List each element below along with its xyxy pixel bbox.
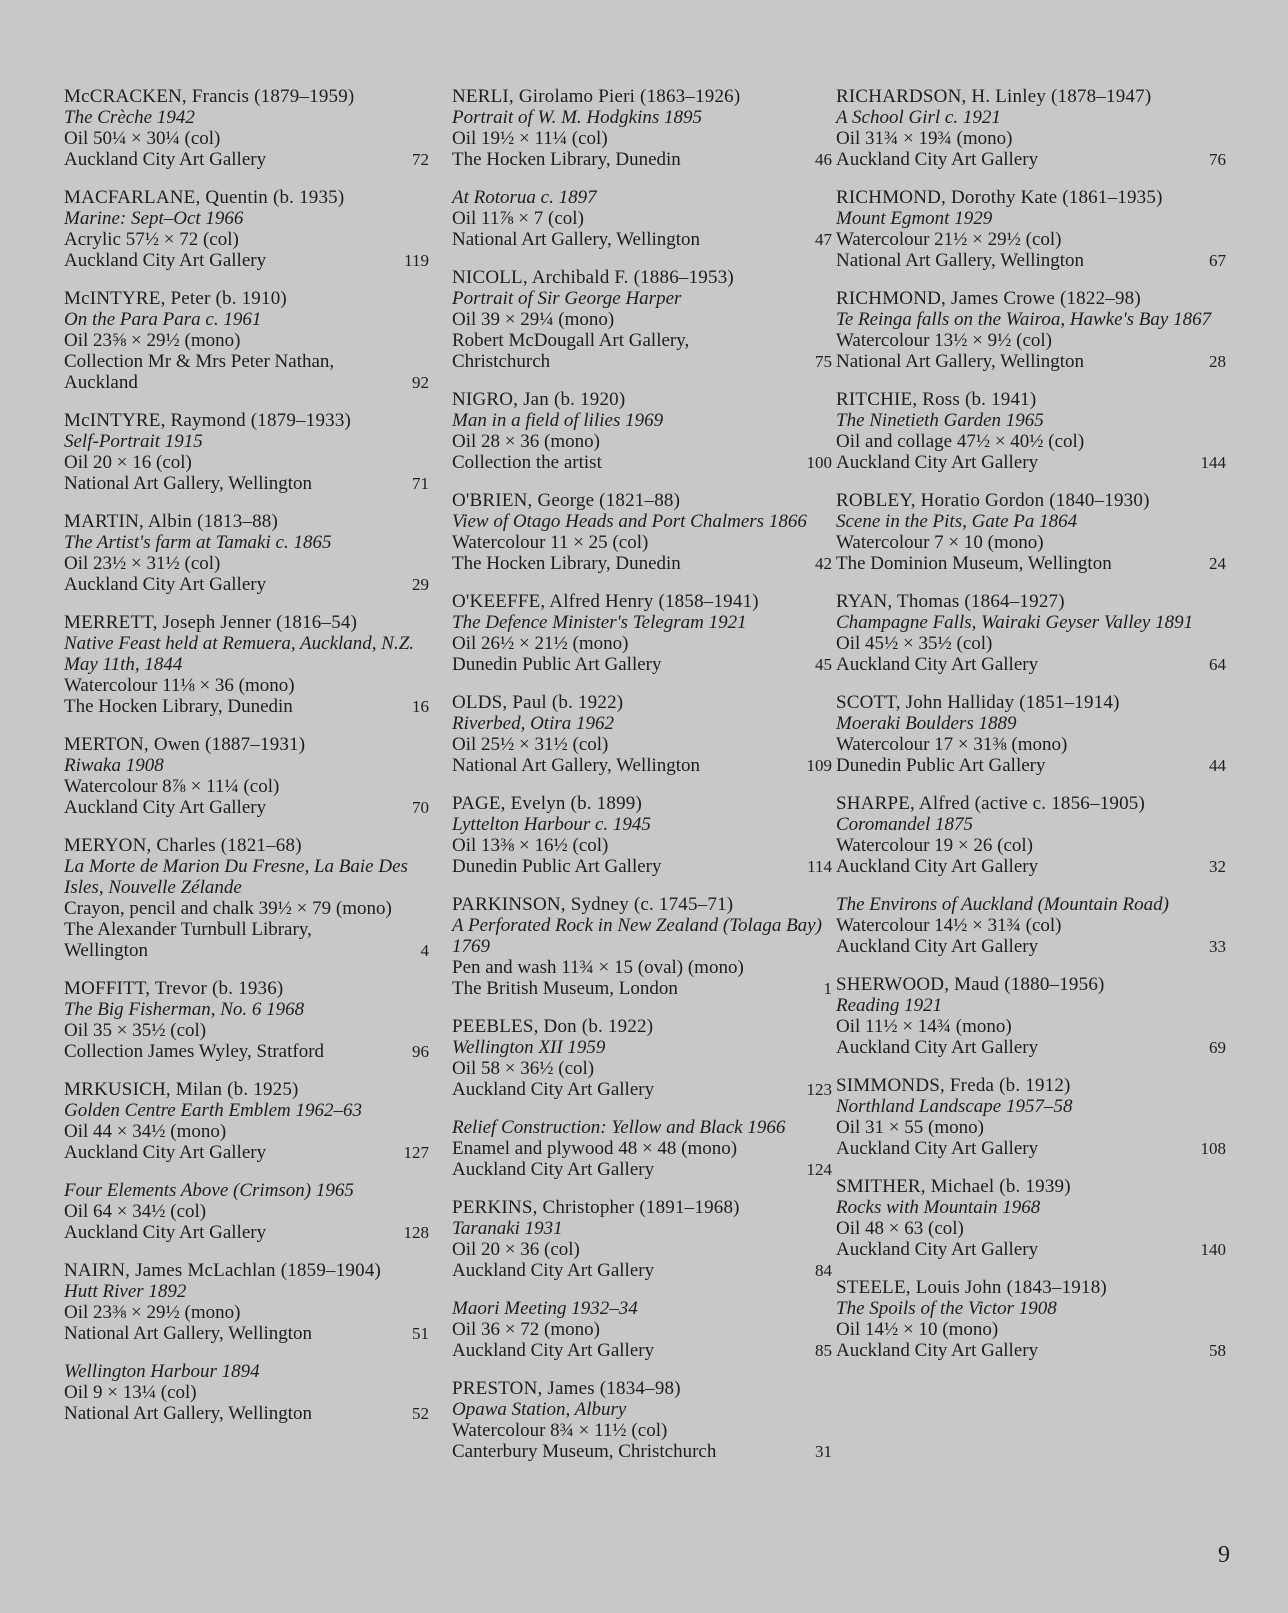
artwork-title: Rocks with Mountain 1968 bbox=[836, 1197, 1041, 1218]
artwork-detail: Enamel and plywood 48 × 48 (mono) bbox=[452, 1138, 738, 1159]
artwork-title: Maori Meeting 1932–34 bbox=[452, 1298, 638, 1319]
collection-name: Auckland City Art Gallery bbox=[452, 1260, 655, 1281]
collection-name: Canterbury Museum, Christchurch bbox=[452, 1441, 717, 1462]
plate-number: 46 bbox=[815, 150, 832, 169]
artwork-title: Opawa Station, Albury bbox=[452, 1399, 627, 1420]
artwork-title: Native Feast held at Remuera, Auckland, N.Z. May 11th, 1844 bbox=[64, 633, 415, 675]
artist-name: SIMMONDS, Freda (b. 1912) bbox=[836, 1075, 1071, 1096]
collection-name: Collection the artist bbox=[452, 452, 602, 473]
artist-name: McCRACKEN, Francis (1879–1959) bbox=[64, 86, 355, 107]
collection-line bbox=[64, 149, 429, 170]
catalogue-entry bbox=[452, 1298, 832, 1361]
collection-name: National Art Gallery, Wellington bbox=[452, 755, 701, 776]
plate-number: 100 bbox=[806, 453, 832, 472]
artwork-detail: Oil 23⅜ × 29½ (mono) bbox=[64, 1302, 241, 1323]
catalogue-entry bbox=[452, 591, 832, 675]
collection-line bbox=[836, 1138, 1226, 1159]
plate-number: 84 bbox=[815, 1261, 832, 1280]
plate-number: 16 bbox=[412, 697, 429, 716]
collection-name: Auckland City Art Gallery bbox=[836, 1138, 1039, 1159]
artwork-title: Wellington Harbour 1894 bbox=[64, 1361, 260, 1382]
artwork-detail: Oil 28 × 36 (mono) bbox=[452, 431, 600, 452]
artwork-detail: Watercolour 11⅛ × 36 (mono) bbox=[64, 675, 295, 696]
collection-name: The British Museum, London bbox=[452, 978, 678, 999]
collection-name: Auckland City Art Gallery bbox=[64, 1142, 267, 1163]
artwork-title: Golden Centre Earth Emblem 1962–63 bbox=[64, 1100, 362, 1121]
catalogue-entry bbox=[64, 1079, 429, 1163]
plate-number: 31 bbox=[815, 1442, 832, 1461]
collection-name: Auckland City Art Gallery bbox=[64, 149, 267, 170]
catalogue-entry bbox=[64, 734, 429, 818]
artist-name: RICHMOND, James Crowe (1822–98) bbox=[836, 288, 1141, 309]
catalogue-entry bbox=[836, 974, 1226, 1058]
plate-number: 70 bbox=[412, 798, 429, 817]
collection-name: The Dominion Museum, Wellington bbox=[836, 553, 1112, 574]
artwork-detail: Oil 50¼ × 30¼ (col) bbox=[64, 128, 221, 149]
collection-line bbox=[836, 856, 1226, 877]
artwork-detail: Oil 35 × 35½ (col) bbox=[64, 1020, 207, 1041]
artist-name: PEEBLES, Don (b. 1922) bbox=[452, 1016, 654, 1037]
collection-line bbox=[836, 553, 1226, 574]
catalogue-entry bbox=[836, 1277, 1226, 1361]
plate-number: 72 bbox=[412, 150, 429, 169]
plate-number: 123 bbox=[806, 1080, 832, 1099]
artwork-title: Riverbed, Otira 1962 bbox=[452, 713, 615, 734]
plate-number: 29 bbox=[412, 575, 429, 594]
artwork-title: Riwaka 1908 bbox=[64, 755, 164, 776]
collection-line bbox=[452, 351, 832, 372]
artist-name: McINTYRE, Peter (b. 1910) bbox=[64, 288, 287, 309]
collection-line bbox=[64, 1323, 429, 1344]
artist-name: RYAN, Thomas (1864–1927) bbox=[836, 591, 1065, 612]
catalogue-entry bbox=[836, 1176, 1226, 1260]
collection-name: Dunedin Public Art Gallery bbox=[452, 856, 662, 877]
collection-line bbox=[64, 940, 429, 961]
artwork-detail: Watercolour 13½ × 9½ (col) bbox=[836, 330, 1053, 351]
collection-line bbox=[452, 553, 832, 574]
collection-line bbox=[836, 936, 1226, 957]
artwork-title: The Defence Minister's Telegram 1921 bbox=[452, 612, 747, 633]
artwork-title: View of Otago Heads and Port Chalmers 1866 bbox=[452, 511, 807, 532]
plate-number: 140 bbox=[1200, 1240, 1226, 1259]
artwork-detail: Oil 36 × 72 (mono) bbox=[452, 1319, 600, 1340]
plate-number: 33 bbox=[1209, 937, 1226, 956]
plate-number: 124 bbox=[806, 1160, 832, 1179]
collection-line bbox=[64, 797, 429, 818]
artwork-title: Wellington XII 1959 bbox=[452, 1037, 606, 1058]
collection-line bbox=[64, 372, 429, 393]
artwork-detail: Watercolour 11 × 25 (col) bbox=[452, 532, 649, 553]
collection-line bbox=[452, 654, 832, 675]
collection-line bbox=[452, 149, 832, 170]
artist-name: SCOTT, John Halliday (1851–1914) bbox=[836, 692, 1120, 713]
collection-name: The Hocken Library, Dunedin bbox=[452, 149, 681, 170]
artist-name: O'KEEFFE, Alfred Henry (1858–1941) bbox=[452, 591, 759, 612]
catalogue-entry bbox=[836, 793, 1226, 877]
catalogue-entry bbox=[836, 187, 1226, 271]
catalogue-entry bbox=[64, 288, 429, 393]
collection-line bbox=[836, 149, 1226, 170]
catalogue-entry bbox=[64, 86, 429, 170]
catalogue-entry bbox=[64, 1260, 429, 1344]
artwork-title: The Environs of Auckland (Mountain Road) bbox=[836, 894, 1169, 915]
collection-line bbox=[836, 654, 1226, 675]
collection-line bbox=[64, 1142, 429, 1163]
artwork-detail: Crayon, pencil and chalk 39½ × 79 (mono) bbox=[64, 898, 392, 919]
artwork-title: At Rotorua c. 1897 bbox=[452, 187, 597, 208]
artist-name: O'BRIEN, George (1821–88) bbox=[452, 490, 681, 511]
artwork-detail: Oil 25½ × 31½ (col) bbox=[452, 734, 609, 755]
catalogue-entry bbox=[452, 86, 832, 170]
catalogue-entry bbox=[836, 490, 1226, 574]
plate-number: 71 bbox=[412, 474, 429, 493]
artist-name: PRESTON, James (1834–98) bbox=[452, 1378, 681, 1399]
artist-name: STEELE, Louis John (1843–1918) bbox=[836, 1277, 1107, 1298]
plate-number: 76 bbox=[1209, 150, 1226, 169]
artwork-title: A School Girl c. 1921 bbox=[836, 107, 1001, 128]
catalogue-entry bbox=[836, 288, 1226, 372]
artwork-detail: Oil 39 × 29¼ (mono) bbox=[452, 309, 615, 330]
plate-number: 108 bbox=[1200, 1139, 1226, 1158]
artwork-detail: Oil 58 × 36½ (col) bbox=[452, 1058, 595, 1079]
artwork-detail: Oil 26½ × 21½ (mono) bbox=[452, 633, 629, 654]
plate-number: 119 bbox=[404, 251, 429, 270]
artwork-detail: Watercolour 17 × 31⅜ (mono) bbox=[836, 734, 1068, 755]
artwork-detail: Collection Mr & Mrs Peter Nathan, bbox=[64, 351, 335, 372]
collection-line bbox=[452, 1441, 832, 1462]
artist-name: PAGE, Evelyn (b. 1899) bbox=[452, 793, 642, 814]
catalogue-entry bbox=[836, 389, 1226, 473]
plate-number: 96 bbox=[412, 1042, 429, 1061]
plate-number: 75 bbox=[815, 352, 832, 371]
collection-name: National Art Gallery, Wellington bbox=[64, 1403, 313, 1424]
plate-number: 1 bbox=[823, 979, 832, 998]
artwork-title: The Crèche 1942 bbox=[64, 107, 195, 128]
collection-line bbox=[452, 1340, 832, 1361]
artwork-detail: Oil 11½ × 14¾ (mono) bbox=[836, 1016, 1012, 1037]
artist-name: NERLI, Girolamo Pieri (1863–1926) bbox=[452, 86, 741, 107]
artwork-detail: Oil 48 × 63 (col) bbox=[836, 1218, 964, 1239]
collection-name: National Art Gallery, Wellington bbox=[64, 1323, 313, 1344]
artwork-title: Hutt River 1892 bbox=[64, 1281, 187, 1302]
collection-line bbox=[836, 1340, 1226, 1361]
artist-name: MARTIN, Albin (1813–88) bbox=[64, 511, 279, 532]
plate-number: 28 bbox=[1209, 352, 1226, 371]
artwork-detail: Oil 19½ × 11¼ (col) bbox=[452, 128, 608, 149]
artwork-title: Taranaki 1931 bbox=[452, 1218, 563, 1239]
artist-name: SMITHER, Michael (b. 1939) bbox=[836, 1176, 1071, 1197]
artwork-title: Marine: Sept–Oct 1966 bbox=[64, 208, 244, 229]
plate-number: 51 bbox=[412, 1324, 429, 1343]
artwork-detail: Watercolour 8⅞ × 11¼ (col) bbox=[64, 776, 280, 797]
artist-name: McINTYRE, Raymond (1879–1933) bbox=[64, 410, 352, 431]
page-number: 9 bbox=[1218, 1542, 1230, 1568]
catalogue-entry bbox=[452, 1197, 832, 1281]
catalogue-entry bbox=[452, 793, 832, 877]
artist-name: OLDS, Paul (b. 1922) bbox=[452, 692, 624, 713]
artwork-detail: Oil and collage 47½ × 40½ (col) bbox=[836, 431, 1085, 452]
artist-name: RICHMOND, Dorothy Kate (1861–1935) bbox=[836, 187, 1163, 208]
collection-name: National Art Gallery, Wellington bbox=[64, 473, 313, 494]
catalogue-entry bbox=[836, 692, 1226, 776]
artwork-detail: Pen and wash 11¾ × 15 (oval) (mono) bbox=[452, 957, 744, 978]
plate-number: 69 bbox=[1209, 1038, 1226, 1057]
artwork-detail: The Alexander Turnbull Library, bbox=[64, 919, 312, 940]
collection-line bbox=[64, 1041, 429, 1062]
collection-line bbox=[64, 574, 429, 595]
catalogue-entry bbox=[836, 591, 1226, 675]
artist-name: NIGRO, Jan (b. 1920) bbox=[452, 389, 626, 410]
catalogue-entry bbox=[452, 1378, 832, 1462]
collection-line bbox=[452, 1079, 832, 1100]
collection-line bbox=[836, 351, 1226, 372]
catalogue-entry bbox=[452, 389, 832, 473]
collection-name: Auckland City Art Gallery bbox=[836, 856, 1039, 877]
artwork-detail: Oil 23⅝ × 29½ (mono) bbox=[64, 330, 241, 351]
artist-name: RITCHIE, Ross (b. 1941) bbox=[836, 389, 1037, 410]
artwork-detail: Oil 9 × 13¼ (col) bbox=[64, 1382, 197, 1403]
plate-number: 67 bbox=[1209, 251, 1226, 270]
artwork-title: Four Elements Above (Crimson) 1965 bbox=[64, 1180, 354, 1201]
catalogue-entry bbox=[452, 894, 832, 999]
artwork-title: The Artist's farm at Tamaki c. 1865 bbox=[64, 532, 332, 553]
collection-name: Auckland City Art Gallery bbox=[64, 250, 267, 271]
catalogue-entry bbox=[64, 978, 429, 1062]
artwork-title: Reading 1921 bbox=[836, 995, 943, 1016]
catalogue-entry bbox=[836, 86, 1226, 170]
artwork-title: The Ninetieth Garden 1965 bbox=[836, 410, 1044, 431]
artwork-detail: Robert McDougall Art Gallery, bbox=[452, 330, 690, 351]
artwork-detail: Watercolour 21½ × 29½ (col) bbox=[836, 229, 1062, 250]
catalogue-entry bbox=[452, 490, 832, 574]
catalogue-entry bbox=[64, 835, 429, 961]
artwork-detail: Watercolour 19 × 26 (col) bbox=[836, 835, 1034, 856]
artist-name: NAIRN, James McLachlan (1859–1904) bbox=[64, 1260, 382, 1281]
collection-name: Auckland City Art Gallery bbox=[836, 936, 1039, 957]
artwork-title: La Morte de Marion Du Fresne, La Baie Des Isles, Nouvelle Zélande bbox=[64, 856, 408, 898]
artwork-detail: Oil 31¾ × 19¾ (mono) bbox=[836, 128, 1013, 149]
artwork-detail: Oil 11⅞ × 7 (col) bbox=[452, 208, 584, 229]
artwork-title: Portrait of W. M. Hodgkins 1895 bbox=[452, 107, 702, 128]
artwork-detail: Oil 23½ × 31½ (col) bbox=[64, 553, 221, 574]
artwork-detail: Watercolour 7 × 10 (mono) bbox=[836, 532, 1044, 553]
plate-number: 32 bbox=[1209, 857, 1226, 876]
collection-name: National Art Gallery, Wellington bbox=[452, 229, 701, 250]
collection-line bbox=[452, 229, 832, 250]
artwork-detail: Oil 64 × 34½ (col) bbox=[64, 1201, 207, 1222]
plate-number: 44 bbox=[1209, 756, 1226, 775]
collection-line bbox=[452, 1260, 832, 1281]
collection-name: Auckland City Art Gallery bbox=[836, 1239, 1039, 1260]
catalogue-entry bbox=[452, 1117, 832, 1180]
catalogue-entry bbox=[836, 1075, 1226, 1159]
collection-line bbox=[64, 250, 429, 271]
artist-name: SHERWOOD, Maud (1880–1956) bbox=[836, 974, 1105, 995]
catalogue-entry bbox=[64, 511, 429, 595]
collection-line bbox=[64, 696, 429, 717]
collection-name: Auckland City Art Gallery bbox=[64, 797, 267, 818]
collection-name: Auckland bbox=[64, 372, 138, 393]
artist-name: NICOLL, Archibald F. (1886–1953) bbox=[452, 267, 734, 288]
plate-number: 109 bbox=[806, 756, 832, 775]
plate-number: 92 bbox=[412, 373, 429, 392]
artwork-detail: Watercolour 14½ × 31¾ (col) bbox=[836, 915, 1062, 936]
collection-line bbox=[836, 755, 1226, 776]
index-column-3 bbox=[836, 86, 1226, 1378]
artwork-title: Coromandel 1875 bbox=[836, 814, 974, 835]
catalogue-entry bbox=[452, 267, 832, 372]
artist-name: MERYON, Charles (1821–68) bbox=[64, 835, 302, 856]
artwork-title: A Perforated Rock in New Zealand (Tolaga Bay) 1769 bbox=[452, 915, 822, 957]
collection-line bbox=[452, 1159, 832, 1180]
artwork-title: Man in a field of lilies 1969 bbox=[452, 410, 664, 431]
plate-number: 47 bbox=[815, 230, 832, 249]
plate-number: 114 bbox=[807, 857, 832, 876]
collection-line bbox=[836, 250, 1226, 271]
collection-name: Auckland City Art Gallery bbox=[836, 149, 1039, 170]
artist-name: MRKUSICH, Milan (b. 1925) bbox=[64, 1079, 299, 1100]
artwork-title: Moeraki Boulders 1889 bbox=[836, 713, 1017, 734]
collection-name: Dunedin Public Art Gallery bbox=[836, 755, 1046, 776]
artist-name: MERTON, Owen (1887–1931) bbox=[64, 734, 306, 755]
artist-name: MERRETT, Joseph Jenner (1816–54) bbox=[64, 612, 358, 633]
catalogue-entry bbox=[64, 187, 429, 271]
plate-number: 42 bbox=[815, 554, 832, 573]
artwork-title: Portrait of Sir George Harper bbox=[452, 288, 682, 309]
artwork-title: On the Para Para c. 1961 bbox=[64, 309, 262, 330]
artwork-title: Lyttelton Harbour c. 1945 bbox=[452, 814, 651, 835]
artwork-detail: Oil 14½ × 10 (mono) bbox=[836, 1319, 999, 1340]
plate-number: 144 bbox=[1200, 453, 1226, 472]
catalogue-entry bbox=[452, 187, 832, 250]
collection-line bbox=[64, 1403, 429, 1424]
artwork-title: Mount Egmont 1929 bbox=[836, 208, 993, 229]
index-column-1 bbox=[64, 86, 429, 1441]
collection-line bbox=[452, 978, 832, 999]
artwork-detail: Oil 45½ × 35½ (col) bbox=[836, 633, 993, 654]
collection-name: Wellington bbox=[64, 940, 148, 961]
collection-name: Auckland City Art Gallery bbox=[836, 1037, 1039, 1058]
plate-number: 4 bbox=[420, 941, 429, 960]
artist-name: SHARPE, Alfred (active c. 1856–1905) bbox=[836, 793, 1146, 814]
artist-name: MOFFITT, Trevor (b. 1936) bbox=[64, 978, 284, 999]
catalogue-entry bbox=[64, 612, 429, 717]
artist-name: RICHARDSON, H. Linley (1878–1947) bbox=[836, 86, 1152, 107]
artwork-detail: Oil 44 × 34½ (mono) bbox=[64, 1121, 227, 1142]
artist-name: PERKINS, Christopher (1891–1968) bbox=[452, 1197, 740, 1218]
collection-name: Auckland City Art Gallery bbox=[452, 1079, 655, 1100]
artwork-title: The Big Fisherman, No. 6 1968 bbox=[64, 999, 305, 1020]
catalogue-entry bbox=[452, 1016, 832, 1100]
artwork-detail: Oil 20 × 16 (col) bbox=[64, 452, 192, 473]
collection-line bbox=[836, 1239, 1226, 1260]
collection-line bbox=[452, 755, 832, 776]
collection-name: Auckland City Art Gallery bbox=[836, 452, 1039, 473]
collection-line bbox=[452, 856, 832, 877]
collection-line bbox=[836, 1037, 1226, 1058]
artwork-detail: Oil 13⅜ × 16½ (col) bbox=[452, 835, 609, 856]
artwork-title: The Spoils of the Victor 1908 bbox=[836, 1298, 1057, 1319]
collection-name: The Hocken Library, Dunedin bbox=[64, 696, 293, 717]
artwork-detail: Watercolour 8¾ × 11½ (col) bbox=[452, 1420, 668, 1441]
artwork-title: Relief Construction: Yellow and Black 1966 bbox=[452, 1117, 786, 1138]
index-column-2 bbox=[452, 86, 832, 1479]
artwork-detail: Oil 20 × 36 (col) bbox=[452, 1239, 580, 1260]
artwork-title: Te Reinga falls on the Wairoa, Hawke's Bay 1867 bbox=[836, 309, 1212, 330]
collection-name: National Art Gallery, Wellington bbox=[836, 250, 1085, 271]
collection-name: Auckland City Art Gallery bbox=[452, 1159, 655, 1180]
artist-name: ROBLEY, Horatio Gordon (1840–1930) bbox=[836, 490, 1150, 511]
collection-name: National Art Gallery, Wellington bbox=[836, 351, 1085, 372]
plate-number: 58 bbox=[1209, 1341, 1226, 1360]
plate-number: 24 bbox=[1209, 554, 1226, 573]
plate-number: 127 bbox=[403, 1143, 429, 1162]
collection-line bbox=[836, 452, 1226, 473]
artwork-title: Champagne Falls, Wairaki Geyser Valley 1891 bbox=[836, 612, 1194, 633]
artwork-title: Self-Portrait 1915 bbox=[64, 431, 203, 452]
collection-line bbox=[64, 473, 429, 494]
collection-name: The Hocken Library, Dunedin bbox=[452, 553, 681, 574]
catalogue-entry bbox=[452, 692, 832, 776]
catalogue-entry bbox=[836, 894, 1226, 957]
plate-number: 45 bbox=[815, 655, 832, 674]
collection-name: Dunedin Public Art Gallery bbox=[452, 654, 662, 675]
plate-number: 85 bbox=[815, 1341, 832, 1360]
catalogue-entry bbox=[64, 1361, 429, 1424]
collection-name: Collection James Wyley, Stratford bbox=[64, 1041, 325, 1062]
collection-name: Auckland City Art Gallery bbox=[64, 1222, 267, 1243]
plate-number: 128 bbox=[403, 1223, 429, 1242]
collection-name: Auckland City Art Gallery bbox=[452, 1340, 655, 1361]
artwork-title: Scene in the Pits, Gate Pa 1864 bbox=[836, 511, 1078, 532]
artwork-title: Northland Landscape 1957–58 bbox=[836, 1096, 1073, 1117]
plate-number: 52 bbox=[412, 1404, 429, 1423]
artist-name: MACFARLANE, Quentin (b. 1935) bbox=[64, 187, 345, 208]
collection-name: Christchurch bbox=[452, 351, 551, 372]
collection-line bbox=[64, 1222, 429, 1243]
collection-name: Auckland City Art Gallery bbox=[836, 654, 1039, 675]
catalogue-entry bbox=[64, 1180, 429, 1243]
collection-name: Auckland City Art Gallery bbox=[836, 1340, 1039, 1361]
plate-number: 64 bbox=[1209, 655, 1226, 674]
collection-name: Auckland City Art Gallery bbox=[64, 574, 267, 595]
artist-name: PARKINSON, Sydney (c. 1745–71) bbox=[452, 894, 734, 915]
collection-line bbox=[452, 452, 832, 473]
catalogue-entry bbox=[64, 410, 429, 494]
artwork-detail: Oil 31 × 55 (mono) bbox=[836, 1117, 984, 1138]
artwork-detail: Acrylic 57½ × 72 (col) bbox=[64, 229, 239, 250]
